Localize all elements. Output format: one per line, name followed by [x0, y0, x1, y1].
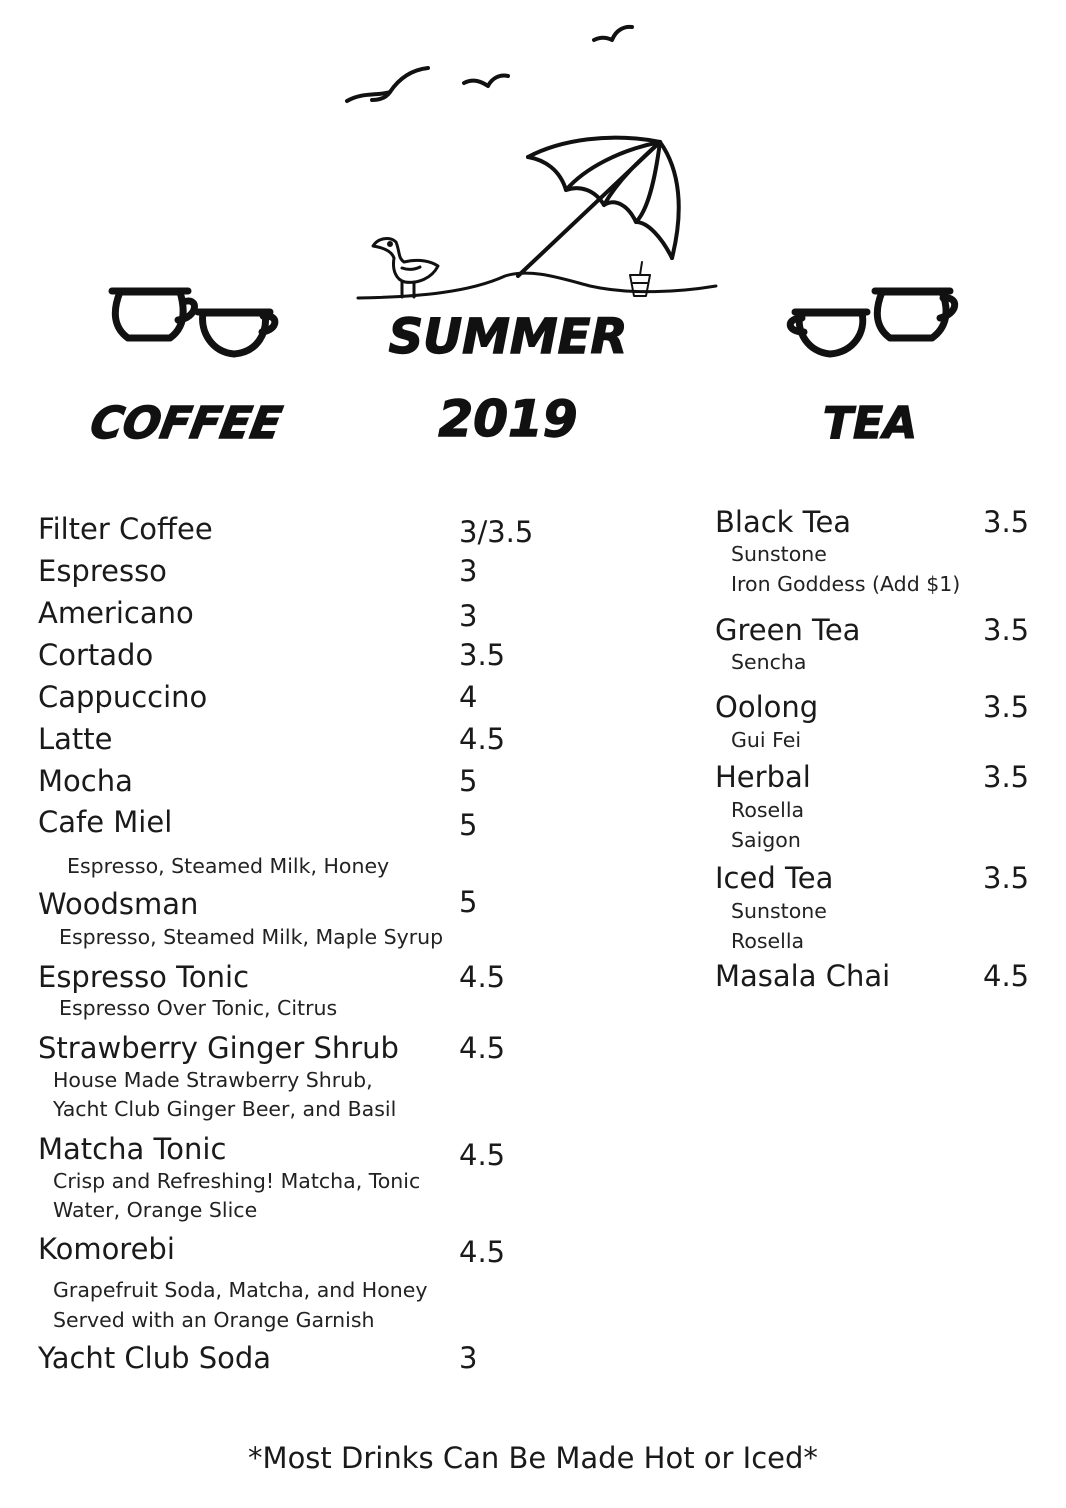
tea-item-name: Black Tea [715, 505, 852, 539]
bird-icon [347, 68, 428, 101]
coffee-item-name: Komorebi [38, 1232, 175, 1266]
coffee-item-price: 3 [459, 599, 478, 633]
header-artwork [0, 0, 1066, 470]
coffee-item-name: Americano [38, 596, 194, 630]
coffee-item-description: Crisp and Refreshing! Matcha, Tonic [53, 1169, 421, 1193]
tea-item-description: Sencha [731, 650, 807, 674]
tea-item-price: 3.5 [983, 613, 1030, 647]
coffee-item-price: 4 [459, 680, 478, 714]
tea-item-description: Saigon [731, 828, 801, 852]
tea-item-name: Green Tea [715, 613, 861, 647]
tea-item-price: 3.5 [983, 861, 1030, 895]
coffee-item-price: 4.5 [459, 1031, 506, 1065]
coffee-item-price: 3.5 [459, 638, 506, 672]
tea-item-name: Herbal [715, 760, 811, 794]
coffee-item-name: Latte [38, 722, 113, 756]
beach-ground [358, 273, 716, 298]
coffee-item-name: Woodsman [38, 887, 199, 921]
tea-item-name: Masala Chai [715, 959, 891, 993]
coffee-item-name: Strawberry Ginger Shrub [38, 1031, 399, 1065]
coffee-item-price: 4.5 [459, 960, 506, 994]
coffee-item-name: Cappuccino [38, 680, 208, 714]
tea-item-price: 3.5 [983, 505, 1030, 539]
coffee-item-price: 5 [459, 764, 478, 798]
tea-title: TEA [822, 398, 918, 449]
coffee-item-description: House Made Strawberry Shrub, [53, 1068, 373, 1092]
coffee-item-description: Water, Orange Slice [53, 1198, 258, 1222]
coffee-item-description: Espresso, Steamed Milk, Maple Syrup [59, 925, 444, 949]
bird-icon [594, 27, 632, 40]
coffee-item-price: 4.5 [459, 1235, 506, 1269]
tea-item-description: Gui Fei [731, 728, 802, 752]
tea-item-description: Rosella [731, 798, 805, 822]
tea-item-price: 3.5 [983, 690, 1030, 724]
seagull-icon [373, 239, 438, 297]
coffee-item-price: 5 [459, 885, 478, 919]
coffee-item-name: Espresso Tonic [38, 960, 250, 994]
coffee-item-price: 5 [459, 808, 478, 842]
tea-item-price: 4.5 [983, 959, 1030, 993]
coffee-item-name: Mocha [38, 764, 133, 798]
tea-item-description: Sunstone [731, 899, 827, 923]
coffee-title: COFFEE [86, 398, 286, 449]
coffee-item-name: Cortado [38, 638, 154, 672]
coffee-item-name: Matcha Tonic [38, 1132, 227, 1166]
coffee-item-description: Grapefruit Soda, Matcha, and Honey [53, 1278, 428, 1302]
coffee-item-price: 3/3.5 [459, 515, 534, 549]
coffee-item-name: Filter Coffee [38, 512, 213, 546]
tea-item-description: Iron Goddess (Add $1) [731, 572, 961, 596]
umbrella-icon [518, 138, 679, 276]
cup-icon [112, 291, 194, 338]
tea-item-name: Iced Tea [715, 861, 834, 895]
coffee-item-name: Cafe Miel [38, 805, 173, 839]
tea-item-description: Sunstone [731, 542, 827, 566]
tea-item-name: Oolong [715, 690, 819, 724]
coffee-item-description: Served with an Orange Garnish [53, 1308, 375, 1332]
coffee-item-name: Espresso [38, 554, 167, 588]
tea-item-description: Rosella [731, 929, 805, 953]
coffee-item-price: 4.5 [459, 722, 506, 756]
cup-icon [875, 291, 955, 338]
cup-icon [790, 312, 867, 354]
tea-item-price: 3.5 [983, 760, 1030, 794]
coffee-item-price: 3 [459, 554, 478, 588]
cup-icon [198, 312, 275, 354]
coffee-item-name: Yacht Club Soda [38, 1341, 272, 1375]
year-title: 2019 [438, 390, 578, 448]
coffee-item-description: Yacht Club Ginger Beer, and Basil [53, 1097, 397, 1121]
coffee-item-price: 4.5 [459, 1138, 506, 1172]
footnote: *Most Drinks Can Be Made Hot or Iced* [248, 1441, 818, 1475]
summer-title: SUMMER [388, 309, 628, 365]
coffee-item-description: Espresso Over Tonic, Citrus [59, 996, 338, 1020]
coffee-item-description: Espresso, Steamed Milk, Honey [67, 854, 390, 878]
coffee-item-price: 3 [459, 1341, 478, 1375]
bird-icon [464, 75, 508, 86]
